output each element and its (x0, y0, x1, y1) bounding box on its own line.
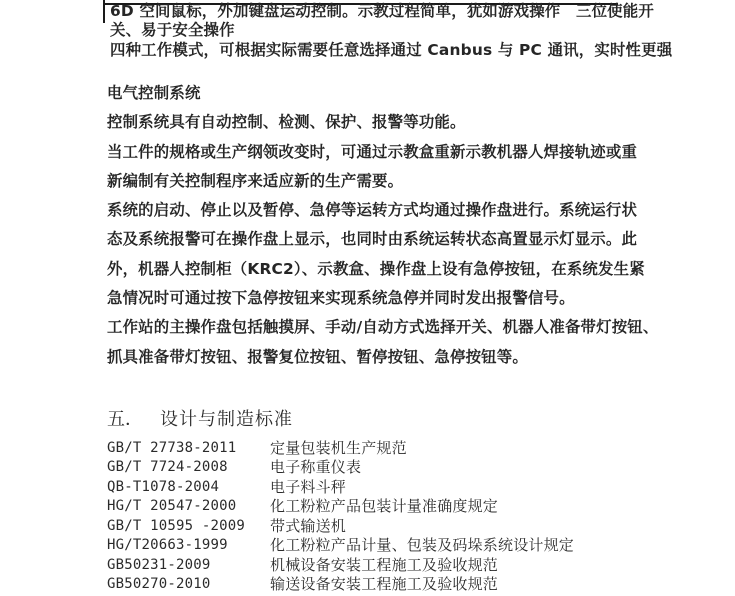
standard-row (107, 575, 667, 594)
standard-row (107, 458, 667, 477)
body-lines (107, 108, 667, 372)
standard-name: 电子料斗秤 (270, 477, 347, 496)
standard-code: GB/T 27738-2011 (107, 440, 237, 456)
standard-code: GB/T 10595 -2009 (107, 517, 246, 534)
standard-name: 带式输送机 (270, 516, 347, 535)
standard-code: QB-T1078-2004 (107, 478, 220, 495)
paragraph-line: 新编制有关控制程序来适应新的生产需要。 (107, 171, 404, 190)
section-heading (107, 405, 507, 431)
standards-list (107, 439, 667, 595)
paragraph-line: 急情况时可通过按下急停按钮来实现系统急停并同时发出报警信号。 (107, 289, 575, 308)
standard-code: HG/T 20547-2000 (107, 498, 237, 515)
paragraph-line: 态及系统报警可在操作盘上显示，也同时由系统运转状态高置显示灯显示。此 (107, 230, 638, 249)
standard-name: 输送设备安装工程施工及验收规范 (270, 575, 499, 594)
paragraph-line: 系统的启动、停止以及暂停、急停等运转方式均通过操作盘进行。系统运行状 (107, 201, 638, 220)
paragraph-line: 控制系统具有自动控制、检测、保护、报警等功能。 (107, 113, 466, 132)
standard-code: HG/T20663-1999 (107, 537, 228, 554)
standard-code: GB50231-2009 (107, 556, 211, 573)
table-left-border (103, 0, 105, 23)
standard-row (107, 439, 667, 458)
body-subheading: 电气控制系统 (107, 84, 201, 102)
standard-name: 定量包装机生产规范 (270, 439, 407, 457)
standard-row (107, 497, 667, 516)
paragraph-line: 抓具准备带灯按钮、报警复位按钮、暂停按钮、急停按钮等。 (107, 347, 528, 366)
standard-row (107, 536, 667, 555)
standard-name: 化工粉粒产品包装计量准确度规定 (270, 497, 499, 516)
section-number: 五． (107, 409, 143, 430)
standard-name: 化工粉粒产品计量、包装及码垛系统设计规定 (270, 536, 575, 555)
section-title: 设计与制造标准 (160, 409, 293, 430)
table-cell-text (110, 2, 673, 60)
body-paragraphs (107, 79, 667, 372)
table-cell-line: 四种工作模式，可根据实际需要任意选择通过 Canbus 与 PC 通讯，实时性更强 (110, 40, 673, 59)
standard-code: GB50270-2010 (107, 576, 211, 593)
standard-row (107, 478, 667, 497)
table-cell-line: 6D 空间鼠标，外加键盘运动控制。示教过程简单，犹如游戏操作 三位使能开 (110, 2, 654, 20)
standard-code: GB/T 7724-2008 (107, 459, 228, 476)
paragraph-line: 外，机器人控制柜（KRC2）、示教盒、操作盘上设有急停按钮，在系统发生紧 (107, 259, 645, 278)
standard-row (107, 517, 667, 536)
paragraph-line: 当工件的规格或生产纲领改变时，可通过示教盒重新示教机器人焊接轨迹或重 (107, 142, 638, 161)
paragraph-line: 工作站的主操作盘包括触摸屏、手动/自动方式选择开关、机器人准备带灯按钮、 (107, 318, 659, 337)
table-cell-line: 关、易于安全操作 (110, 21, 235, 40)
standard-name: 机械设备安装工程施工及验收规范 (270, 555, 499, 574)
standard-name: 电子称重仪表 (270, 458, 362, 477)
standard-row (107, 556, 667, 575)
